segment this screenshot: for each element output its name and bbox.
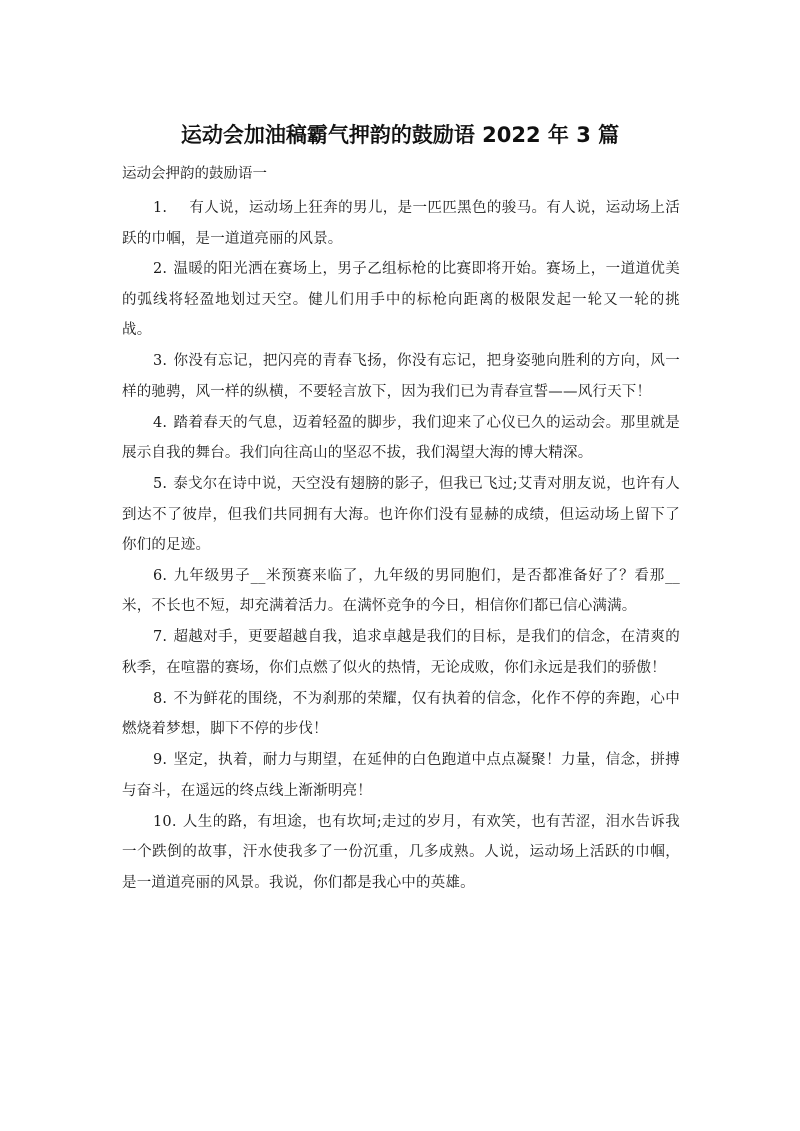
- item-text: 坚定，执着，耐力与期望，在延伸的白色跑道中点点凝聚！力量，信念，拼搏与奋斗，在遥远的终点线上渐渐明亮！: [122, 752, 680, 799]
- item-number: 3.: [153, 353, 168, 370]
- item-text: 九年级男子__米预赛来临了，九年级的男同胞们，是否都准备好了？看那__米，不长也不短，却充满着活力。在满怀竞争的今日，相信你们都已信心满满。: [122, 567, 680, 615]
- list-item: [122, 469, 680, 561]
- list-item: [122, 254, 680, 346]
- item-number: 8.: [153, 690, 168, 707]
- list-item: [122, 622, 680, 683]
- list-item: [122, 745, 680, 806]
- item-number: 5.: [153, 476, 168, 493]
- encouragement-list: [122, 193, 680, 898]
- item-number: 1.: [153, 200, 168, 216]
- item-text: 你没有忘记，把闪亮的青春飞扬，你没有忘记，把身姿驰向胜利的方向，风一样的驰骋，风一样的纵横，不要轻言放下，因为我们已为青春宣誓——风行天下！: [122, 353, 680, 400]
- list-item: [122, 561, 680, 622]
- list-item: [122, 408, 680, 469]
- list-item: [122, 193, 680, 254]
- item-text: 踏着春天的气息，迈着轻盈的脚步，我们迎来了心仪已久的运动会。那里就是展示自我的舞台。我们向往高山的坚忍不拔，我们渴望大海的博大精深。: [122, 414, 680, 462]
- item-text: 人生的路，有坦途，也有坎坷;走过的岁月，有欢笑，也有苦涩，泪水告诉我一个跌倒的故事，汗水使我多了一份沉重，几多成熟。人说，运动场上活跃的巾帼，是一道道亮丽的风景。我说，你们都是我心中的英雄。: [122, 813, 680, 891]
- item-number: 6.: [153, 567, 168, 584]
- item-text: 温暖的阳光洒在赛场上，男子乙组标枪的比赛即将开始。赛场上，一道道优美的弧线将轻盈地划过天空。健儿们用手中的标枪向距离的极限发起一轮又一轮的挑战。: [122, 261, 680, 339]
- item-text: 不为鲜花的围绕，不为刹那的荣耀，仅有执着的信念，化作不停的奔跑，心中燃烧着梦想，脚下不停的步伐！: [122, 690, 680, 738]
- item-number: 10.: [153, 813, 177, 830]
- item-text: 泰戈尔在诗中说，天空没有翅膀的影子，但我已飞过;艾青对朋友说，也许有人到达不了彼岸，但我们共同拥有大海。也许你们没有显赫的成绩，但运动场上留下了你们的足迹。: [122, 476, 680, 554]
- section-heading: 运动会押韵的鼓励语一: [122, 166, 267, 182]
- item-text: 超越对手，更要超越自我，追求卓越是我们的目标，是我们的信念，在清爽的秋季，在喧嚣的赛场，你们点燃了似火的热情，无论成败，你们永远是我们的骄傲！: [122, 629, 680, 676]
- item-text: 有人说，运动场上狂奔的男儿，是一匹匹黑色的骏马。有人说，运动场上活跃的巾帼，是一道道亮丽的风景。: [122, 200, 680, 247]
- item-number: 2.: [153, 261, 168, 278]
- list-item: [122, 684, 680, 745]
- item-number: 9.: [153, 752, 168, 769]
- document-title: 运动会加油稿霸气押韵的鼓励语 2022 年 3 篇: [180, 123, 620, 147]
- item-number: 7.: [153, 629, 168, 646]
- item-number: 4.: [153, 414, 168, 431]
- list-item: [122, 346, 680, 407]
- list-item: [122, 807, 680, 899]
